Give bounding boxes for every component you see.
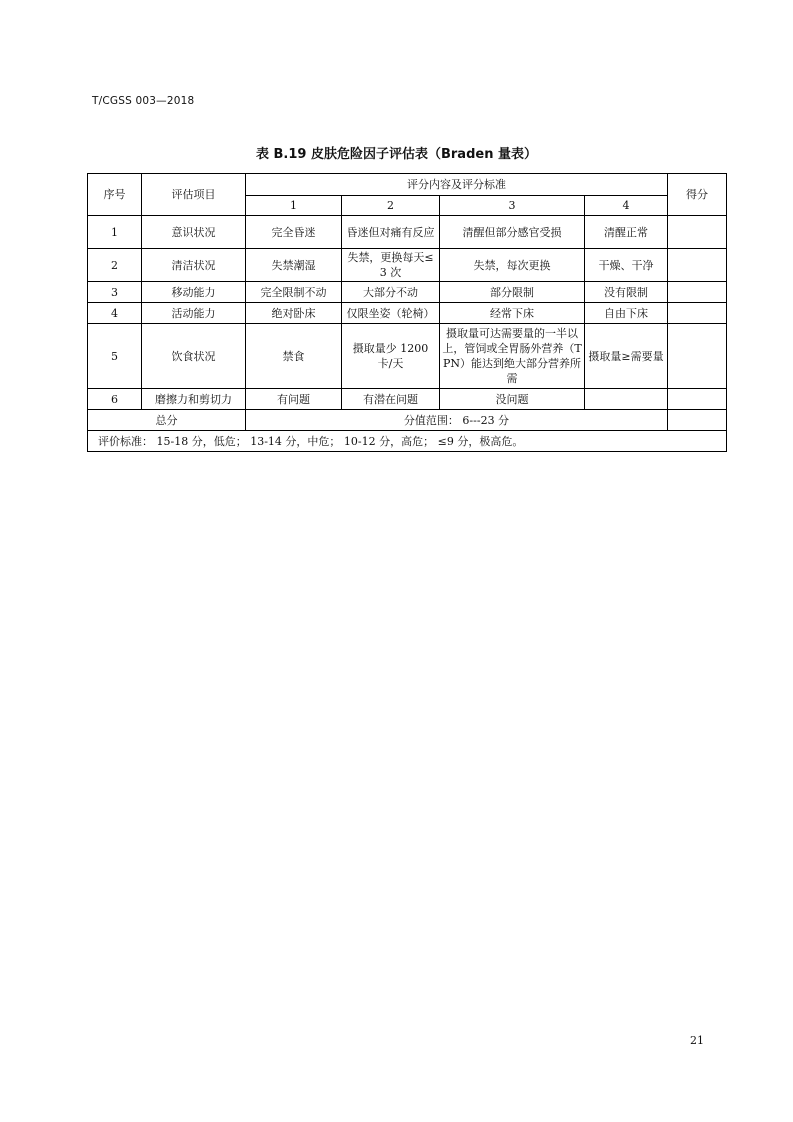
- row-score-1: 禁食: [246, 324, 342, 389]
- row-score-2: 摄取量少 1200 卡/天: [342, 324, 440, 389]
- braden-scale-table: [87, 173, 727, 452]
- row-item: 饮食状况: [142, 324, 246, 389]
- row-item: 意识状况: [142, 216, 246, 249]
- row-score-cell: [668, 324, 727, 389]
- row-score-3: 摄取量可达需要量的一半以上，管饲或全胃肠外营养（TPN）能达到绝大部分营养所需: [440, 324, 585, 389]
- score-level-1: 1: [246, 196, 342, 216]
- row-score-cell: [668, 216, 727, 249]
- document-code: T/CGSS 003—2018: [92, 95, 195, 107]
- score-level-2: 2: [342, 196, 440, 216]
- row-item: 移动能力: [142, 282, 246, 303]
- row-score-cell: [668, 303, 727, 324]
- row-score-4: 自由下床: [585, 303, 668, 324]
- row-score-4: [585, 389, 668, 410]
- row-score-1: 绝对卧床: [246, 303, 342, 324]
- total-score-cell: [668, 410, 727, 431]
- row-score-1: 有问题: [246, 389, 342, 410]
- row-score-1: 完全昏迷: [246, 216, 342, 249]
- evaluation-row: [88, 431, 727, 452]
- row-score-2: 失禁，更换每天≤3 次: [342, 249, 440, 282]
- row-score-2: 大部分不动: [342, 282, 440, 303]
- row-score-4: 摄取量≥需要量: [585, 324, 668, 389]
- row-score-3: 清醒但部分感官受损: [440, 216, 585, 249]
- row-score-4: 干燥、干净: [585, 249, 668, 282]
- evaluation-criteria: 评价标准： 15-18 分，低危； 13-14 分，中危； 10-12 分，高危； ≤9 分，极高危。: [88, 431, 727, 452]
- row-score-1: 失禁潮湿: [246, 249, 342, 282]
- row-seq: 1: [88, 216, 142, 249]
- header-score: 得分: [668, 174, 727, 216]
- row-score-4: 没有限制: [585, 282, 668, 303]
- row-item: 活动能力: [142, 303, 246, 324]
- row-score-2: 仅限坐姿（轮椅）: [342, 303, 440, 324]
- table-title: 表 B.19 皮肤危险因子评估表（Braden 量表）: [256, 147, 537, 162]
- table-row: [88, 282, 727, 303]
- row-item: 磨擦力和剪切力: [142, 389, 246, 410]
- row-score-2: 有潜在问题: [342, 389, 440, 410]
- row-score-3: 经常下床: [440, 303, 585, 324]
- row-score-3: 失禁，每次更换: [440, 249, 585, 282]
- row-seq: 2: [88, 249, 142, 282]
- row-score-cell: [668, 389, 727, 410]
- table-row: [88, 249, 727, 282]
- row-score-4: 清醒正常: [585, 216, 668, 249]
- table-row: [88, 303, 727, 324]
- table-row: [88, 389, 727, 410]
- row-seq: 4: [88, 303, 142, 324]
- row-seq: 6: [88, 389, 142, 410]
- header-criteria: 评分内容及评分标准: [246, 174, 668, 196]
- row-seq: 5: [88, 324, 142, 389]
- row-score-2: 昏迷但对痛有反应: [342, 216, 440, 249]
- score-level-4: 4: [585, 196, 668, 216]
- header-seq: 序号: [88, 174, 142, 216]
- row-score-3: 部分限制: [440, 282, 585, 303]
- total-row: [88, 410, 727, 431]
- row-score-3: 没问题: [440, 389, 585, 410]
- row-item: 清洁状况: [142, 249, 246, 282]
- row-score-cell: [668, 282, 727, 303]
- header-row: [88, 174, 727, 196]
- row-seq: 3: [88, 282, 142, 303]
- table-row: [88, 216, 727, 249]
- row-score-cell: [668, 249, 727, 282]
- table-row: [88, 324, 727, 389]
- total-label: 总分: [88, 410, 246, 431]
- score-range: 分值范围： 6---23 分: [246, 410, 668, 431]
- page-number: 21: [690, 1034, 704, 1047]
- score-level-3: 3: [440, 196, 585, 216]
- row-score-1: 完全限制不动: [246, 282, 342, 303]
- header-item: 评估项目: [142, 174, 246, 216]
